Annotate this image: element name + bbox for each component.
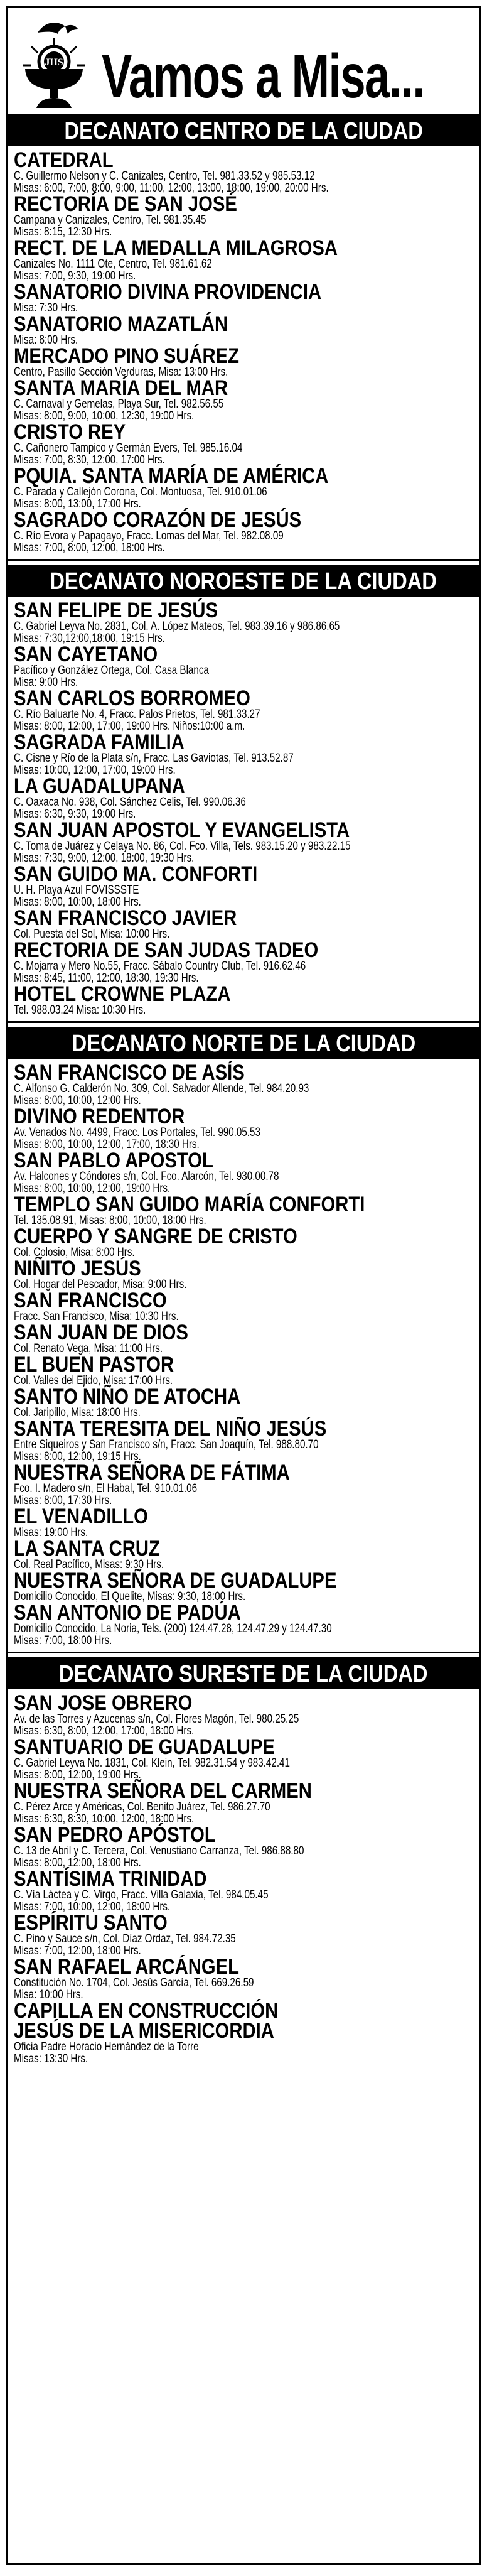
mass-times: Col. Real Pacífico, Misas: 9:30 Hrs. [14,1558,164,1571]
mass-times: Misas: 8:00, 10:00, 18:00 Hrs. [14,896,141,909]
church-entry [14,908,476,940]
section-header-label: DECANATO NORTE DE LA CIUDAD [72,1031,415,1057]
church-entry [14,378,476,422]
mass-times: Misas: 6:30, 9:30, 19:00 Hrs. [14,808,136,821]
church-address: Pacífico y González Ortega, Col. Casa Blanca [14,664,209,677]
church-name: PQUIA. SANTA MARÍA DE AMÉRICA [14,464,329,488]
church-address: Av. Halcones y Cóndores s/n, Col. Fco. Alarcón, Tel. 930.00.78 [14,1170,279,1183]
church-entry [14,1291,476,1323]
church-address: Entre Siqueiros y San Francisco s/n, Fracc. San Joaquín, Tel. 988.80.70 [14,1438,319,1451]
church-name: CUERPO Y SANGRE DE CRISTO [14,1225,297,1248]
church-name: SAN JUAN APOSTOL Y EVANGELISTA [14,818,350,842]
section-header [8,1029,479,1059]
mass-times: Misas: 8:00, 12:00, 19:15 Hrs. [14,1450,141,1463]
church-name: EL BUEN PASTOR [14,1353,174,1377]
mass-times: Col. Colosio, Misa: 8:00 Hrs. [14,1246,135,1259]
church-name: SANTO NIÑO DE ATOCHA [14,1385,241,1409]
section-body [8,146,479,559]
church-name: SAN CAYETANO [14,642,158,666]
church-entry [14,864,476,908]
mass-times: Misa: 8:00 Hrs. [14,333,78,347]
church-name: SAGRADO CORAZÓN DE JESÚS [14,508,302,532]
church-name: SAN RAFAEL ARCÁNGEL [14,1955,240,1979]
section-header-label: DECANATO NOROESTE DE LA CIUDAD [50,568,437,595]
church-address: C. Río Evora y Papagayo, Fracc. Lomas del Mar, Tel. 982.08.09 [14,529,284,543]
church-address: C. Río Baluarte No. 4, Fracc. Palos Prietos, Tel. 981.33.27 [14,708,260,721]
church-address: U. H. Playa Azul FOVISSSTE [14,884,139,897]
mass-times: Misas: 8:00, 10:00, 12:00, 17:00, 18:30 Hrs. [14,1138,200,1151]
church-entry [14,510,476,554]
mass-times: Misas: 13:30 Hrs. [14,2052,88,2065]
church-name: SAN FRANCISCO DE ASÍS [14,1061,245,1085]
church-name: CRISTO REY [14,420,126,444]
church-address: Constitución No. 1704, Col. Jesús García, Tel. 669.26.59 [14,1976,254,1989]
church-address: C. Cisne y Río de la Plata s/n, Fracc. Las Gaviotas, Tel. 913.52.87 [14,752,294,765]
church-name: SANTUARIO DE GUADALUPE [14,1735,275,1759]
mass-times: Misas: 7:00, 12:00, 18:00 Hrs. [14,1944,141,1957]
mass-times: Col. Puesta del Sol, Misa: 10:00 Hrs. [14,928,170,941]
church-name: TEMPLO SAN GUIDO MARÍA CONFORTI [14,1193,365,1216]
mass-times: Misas: 6:30, 8:30, 10:00, 12:00, 18:00 Hrs. [14,1812,195,1826]
church-name: SANATORIO DIVINA PROVIDENCIA [14,280,322,304]
church-entry [14,1226,476,1258]
mass-times: Col. Jaripillo, Misa: 18:00 Hrs. [14,1406,141,1419]
section-divider [8,559,479,566]
section-body [8,597,479,1021]
church-entry [14,1603,476,1647]
mass-times: Col. Valles del Ejido, Misa: 17:00 Hrs. [14,1374,173,1387]
church-address: C. Pérez Arce y Américas, Col. Benito Juárez, Tel. 986.27.70 [14,1800,270,1814]
section-divider [8,1021,479,1029]
section-header [8,1659,479,1689]
mass-times: Domicilio Conocido, El Quelite, Misas: 9:30, 18:00 Hrs. [14,1590,246,1603]
section-header [8,566,479,597]
church-entry [14,688,476,732]
church-name: EL VENADILLO [14,1505,148,1529]
church-address: C. Mojarra y Mero No.55, Fracc. Sábalo Country Club, Tel. 916.62.46 [14,960,306,973]
mass-times: Tel. 988.03.24 Misa: 10:30 Hrs. [14,1004,146,1017]
church-name: DIVINO REDENTOR [14,1105,185,1128]
church-name: SANTA MARÍA DEL MAR [14,376,228,400]
mass-times: Misas: 7:30,12:00,18:00, 19:15 Hrs. [14,632,165,645]
church-entry [14,1107,476,1150]
mass-times: Centro, Pasillo Sección Verduras, Misa: 13:00 Hrs. [14,365,228,379]
mass-times: Misa: 7:30 Hrs. [14,301,78,315]
church-entry [14,776,476,820]
church-entry [14,194,476,238]
church-entry [14,346,476,378]
section-header-label: DECANATO SURESTE DE LA CIUDAD [59,1661,428,1687]
church-name: RECTORÍA DE SAN JOSÉ [14,192,237,216]
church-name: NUESTRA SEÑORA DEL CARMEN [14,1779,312,1803]
church-name: SAN JOSE OBRERO [14,1691,193,1715]
church-entry [14,732,476,776]
church-name: ESPÍRITU SANTO [14,1911,168,1935]
church-name: RECTORIA DE SAN JUDAS TADEO [14,938,319,962]
church-entry [14,820,476,864]
church-entry [14,600,476,644]
church-address: C. Alfonso G. Calderón No. 309, Col. Salvador Allende, Tel. 984.20.93 [14,1082,309,1095]
church-address: Av. Venados No. 4499, Fracc. Los Portales, Tel. 990.05.53 [14,1126,260,1139]
section-divider [8,1652,479,1659]
church-entry [14,1194,476,1226]
deanery-section [8,1659,479,2070]
mass-times: Misas: 10:00, 12:00, 17:00, 19:00 Hrs. [14,764,176,777]
church-name: NUESTRA SEÑORA DE FÁTIMA [14,1461,290,1485]
church-address: C. Toma de Juárez y Celaya No. 86, Col. Fco. Villa, Tels. 983.15.20 y 983.22.15 [14,840,351,853]
church-name: HOTEL CROWNE PLAZA [14,982,231,1006]
church-address: C. Pino y Sauce s/n, Col. Díaz Ordaz, Tel. 984.72.35 [14,1932,236,1946]
mass-times: Misas: 6:30, 8:00, 12:00, 17:00, 18:00 Hrs. [14,1724,195,1738]
mass-times: Misas: 7:00, 18:00 Hrs. [14,1634,112,1647]
church-address: Campana y Canizales, Centro, Tel. 981.35.45 [14,214,206,227]
church-entry [14,1419,476,1463]
church-entry [14,1781,476,1825]
church-name: SANTA TERESITA DEL NIÑO JESÚS [14,1417,327,1441]
church-entry [14,644,476,688]
church-name: SANATORIO MAZATLÁN [14,312,228,336]
church-name: SAGRADA FAMILIA [14,730,185,754]
section-header [8,116,479,146]
mass-times: Misas: 8:00, 10:00, 12:00, 19:00 Hrs. [14,1182,171,1195]
mass-times: Misas: 6:00, 7:00, 8:00, 9:00, 11:00, 12:00, 13:00, 18:00, 19:00, 20:00 Hrs. [14,181,329,195]
church-entry [14,1571,476,1603]
church-entry [14,238,476,282]
mass-schedule-page [6,6,481,2565]
church-entry [14,1507,476,1539]
church-name: CAPILLA EN CONSTRUCCIÓN [14,1999,279,2023]
church-entry [14,2021,476,2065]
church-entry [14,150,476,194]
church-name: LA GUADALUPANA [14,774,185,798]
church-address: Canizales No. 1111 Ote, Centro, Tel. 981.61.62 [14,257,212,271]
church-address: C. 13 de Abril y C. Tercera, Col. Venustiano Carranza, Tel. 986.88.80 [14,1844,304,1858]
church-address: C. Gabriel Leyva No. 2831, Col. A. López Mateos, Tel. 983.39.16 y 986.86.65 [14,620,340,633]
mass-times: Misas: 8:00, 13:00, 17:00 Hrs. [14,497,141,511]
church-name: SAN ANTONIO DE PADÚA [14,1601,241,1625]
mass-times: Misas: 8:15, 12:30 Hrs. [14,225,112,239]
church-address: C. Cañonero Tampico y Germán Evers, Tel. 985.16.04 [14,441,243,455]
mass-times: Misas: 7:00, 8:00, 12:00, 18:00 Hrs. [14,541,165,555]
mass-times: Misa: 9:00 Hrs. [14,676,78,689]
mass-times: Misas: 7:00, 8:30, 12:00, 17:00 Hrs. [14,453,165,467]
church-entry [14,422,476,466]
church-name: SAN JUAN DE DIOS [14,1321,188,1345]
mass-times: Col. Renato Vega, Misa: 11:00 Hrs. [14,1342,163,1355]
church-entry [14,1957,476,2001]
church-address: C. Vía Láctea y C. Virgo, Fracc. Villa Galaxia, Tel. 984.05.45 [14,1888,269,1902]
church-entry [14,1693,476,1737]
church-name: SAN PABLO APOSTOL [14,1149,213,1172]
deanery-section [8,116,479,559]
church-entry [14,1913,476,1957]
church-entry [14,314,476,346]
chalice-and-host-icon [13,15,95,109]
church-entry [14,1737,476,1781]
mass-times: Misas: 8:00, 12:00, 17:00, 19:00 Hrs. Niños:10:00 a.m. [14,720,245,733]
church-name: SAN PEDRO APÓSTOL [14,1823,216,1847]
section-body [8,1059,479,1652]
mass-times: Tel. 135.08.91, Misas: 8:00, 10:00, 18:00 Hrs. [14,1214,206,1227]
section-header-label: DECANATO CENTRO DE LA CIUDAD [64,118,423,144]
mass-times: Misas: 8:45, 11:00, 12:00, 18:30, 19:30 Hrs. [14,971,199,985]
mass-times: Misas: 7:00, 10:00, 12:00, 18:00 Hrs. [14,1900,171,1913]
church-entry [14,2001,476,2021]
church-entry [14,940,476,984]
church-address: Oficia Padre Horacio Hernández de la Torre [14,2040,199,2054]
mass-times: Misas: 8:00, 12:00, 18:00 Hrs. [14,1856,141,1870]
church-name: SAN GUIDO MA. CONFORTI [14,862,258,886]
church-name: MERCADO PINO SUÁREZ [14,344,240,368]
church-entry [14,1825,476,1869]
church-address: C. Carnaval y Gemelas, Playa Sur, Tel. 982.56.55 [14,398,224,411]
church-address: C. Guillermo Nelson y C. Canizales, Centro, Tel. 981.33.52 y 985.53.12 [14,170,315,183]
mass-times: Misas: 19:00 Hrs. [14,1526,88,1539]
mass-times: Misas: 7:00, 9:30, 19:00 Hrs. [14,269,136,283]
church-address: C. Gabriel Leyva No. 1831, Col. Klein, Tel. 982.31.54 y 983.42.41 [14,1756,290,1770]
church-name: JESÚS DE LA MISERICORDIA [14,2019,274,2043]
church-name: SAN FRANCISCO JAVIER [14,906,237,930]
church-name: SAN FRANCISCO [14,1289,167,1312]
church-entry [14,1869,476,1913]
mass-times: Col. Hogar del Pescador, Misa: 9:00 Hrs. [14,1278,187,1291]
page-title: Vamos a Misa... [102,41,424,111]
church-name: SANTÍSIMA TRINIDAD [14,1867,207,1891]
church-entry [14,1355,476,1387]
church-address: Domicilio Conocido, La Noria, Tels. (200) 124.47.28, 124.47.29 y 124.47.30 [14,1622,332,1635]
mass-times: Misa: 10:00 Hrs. [14,1988,83,2001]
church-entry [14,1539,476,1571]
mass-times: Misas: 8:00, 9:00, 10:00, 12:30, 19:00 Hrs. [14,409,195,423]
church-name: SAN FELIPE DE JESÚS [14,598,218,622]
mass-times: Misas: 7:30, 9:00, 12:00, 18:00, 19:30 Hrs. [14,852,195,865]
mass-times: Misas: 8:00, 10:00, 12:00 Hrs. [14,1094,141,1107]
deanery-section [8,1029,479,1652]
masthead [8,8,479,116]
church-entry [14,282,476,314]
church-address: C. Oaxaca No. 938, Col. Sánchez Celis, Tel. 990.06.36 [14,796,246,809]
church-entry [14,1258,476,1291]
svg-text:JHS: JHS [45,57,63,68]
deanery-sections [8,116,479,2070]
church-address: Fco. I. Madero s/n, El Habal, Tel. 910.01.06 [14,1482,198,1495]
church-name: RECT. DE LA MEDALLA MILAGROSA [14,236,338,260]
deanery-section [8,566,479,1021]
church-entry [14,1323,476,1355]
church-entry [14,1150,476,1194]
church-entry [14,984,476,1016]
mass-times: Misas: 8:00, 17:30 Hrs. [14,1494,112,1507]
church-name: LA SANTA CRUZ [14,1537,160,1561]
mass-times: Misas: 8:00, 12:00, 19:00 Hrs. [14,1768,141,1782]
section-body [8,1689,479,2070]
church-name: SAN CARLOS BORROMEO [14,686,250,710]
church-name: CATEDRAL [14,148,114,172]
church-address: Av. de las Torres y Azucenas s/n, Col. Flores Magón, Tel. 980.25.25 [14,1713,299,1726]
church-entry [14,466,476,510]
church-name: NIÑITO JESÚS [14,1257,141,1280]
church-name: NUESTRA SEÑORA DE GUADALUPE [14,1569,337,1593]
mass-times: Fracc. San Francisco, Misa: 10:30 Hrs. [14,1310,179,1323]
church-address: C. Parada y Callejón Corona, Col. Montuosa, Tel. 910.01.06 [14,485,267,499]
church-entry [14,1463,476,1507]
church-entry [14,1063,476,1107]
church-entry [14,1387,476,1419]
